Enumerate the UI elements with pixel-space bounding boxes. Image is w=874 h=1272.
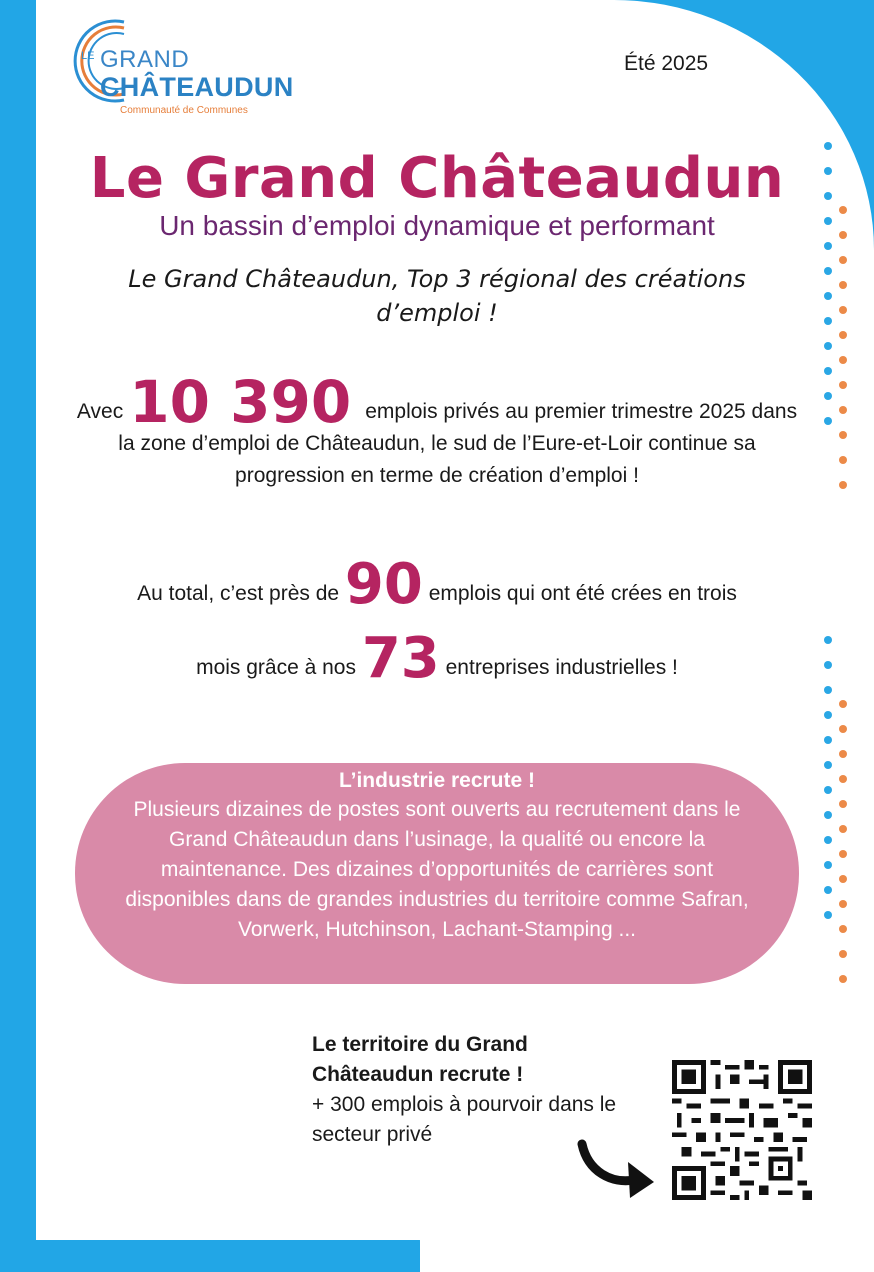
stat1-number: 10 390 [129,368,352,436]
page-title: Le Grand Châteaudun [89,146,785,211]
stat-line-companies [0,626,874,691]
cta-title: Le territoire du Grand Châteaudun recrute ! [312,1033,528,1086]
dots-top-orange [839,206,849,506]
highlight-title: L’industrie recrute ! [338,769,536,792]
cta-text: + 300 emplois à pourvoir dans le secteur privé [312,1093,617,1146]
stat1-after: emplois privés au premier trimestre 2025 dans la zone d’emploi de Châteaudun, le sud de l’Eure-et-Loir continue sa progression en terme de création d’emploi ! [118,400,798,487]
industry-highlight-box [75,763,799,984]
stat3-before: mois grâce à nos [196,656,356,679]
logo-chateaudun: CHÂTEAUDUN [100,72,294,102]
highlight-text: Plusieurs dizaines de postes sont ouverts au recrutement dans le Grand Châteaudun dans l’usinage, la qualité ou encore la maintenance. Des dizaines d’opportunités de carrières sont disponibles dans de grandes industries du territoire comme Safran, Vorwerk, Hutchinson, Lachant-Stamping ... [125,798,749,941]
edition-date: Été 2025 [624,52,709,75]
tagline: Le Grand Châteaudun, Top 3 régional des créations d’emploi ! [128,265,746,327]
stat2-number: 90 [344,552,423,617]
stat-paragraph-jobs [66,368,808,492]
stat3-after: entreprises industrielles ! [445,656,678,679]
stat2-after: emplois qui ont été crées en trois [428,582,737,605]
logo-grand: GRAND [100,46,190,73]
stat2-before: Au total, c’est près de [137,582,340,605]
curved-arrow-icon [572,1132,662,1202]
logo-subtitle: Communauté de Communes [120,105,248,116]
logo [62,16,292,126]
stat1-before: Avec [76,400,124,423]
logo-le: LE [81,50,95,62]
page-subtitle: Un bassin d’emploi dynamique et performant [159,210,715,241]
dots-mid-orange [839,700,849,1000]
stat-line-created [0,552,874,617]
stat3-number: 73 [361,626,440,691]
qr-code-icon[interactable] [672,1060,812,1200]
